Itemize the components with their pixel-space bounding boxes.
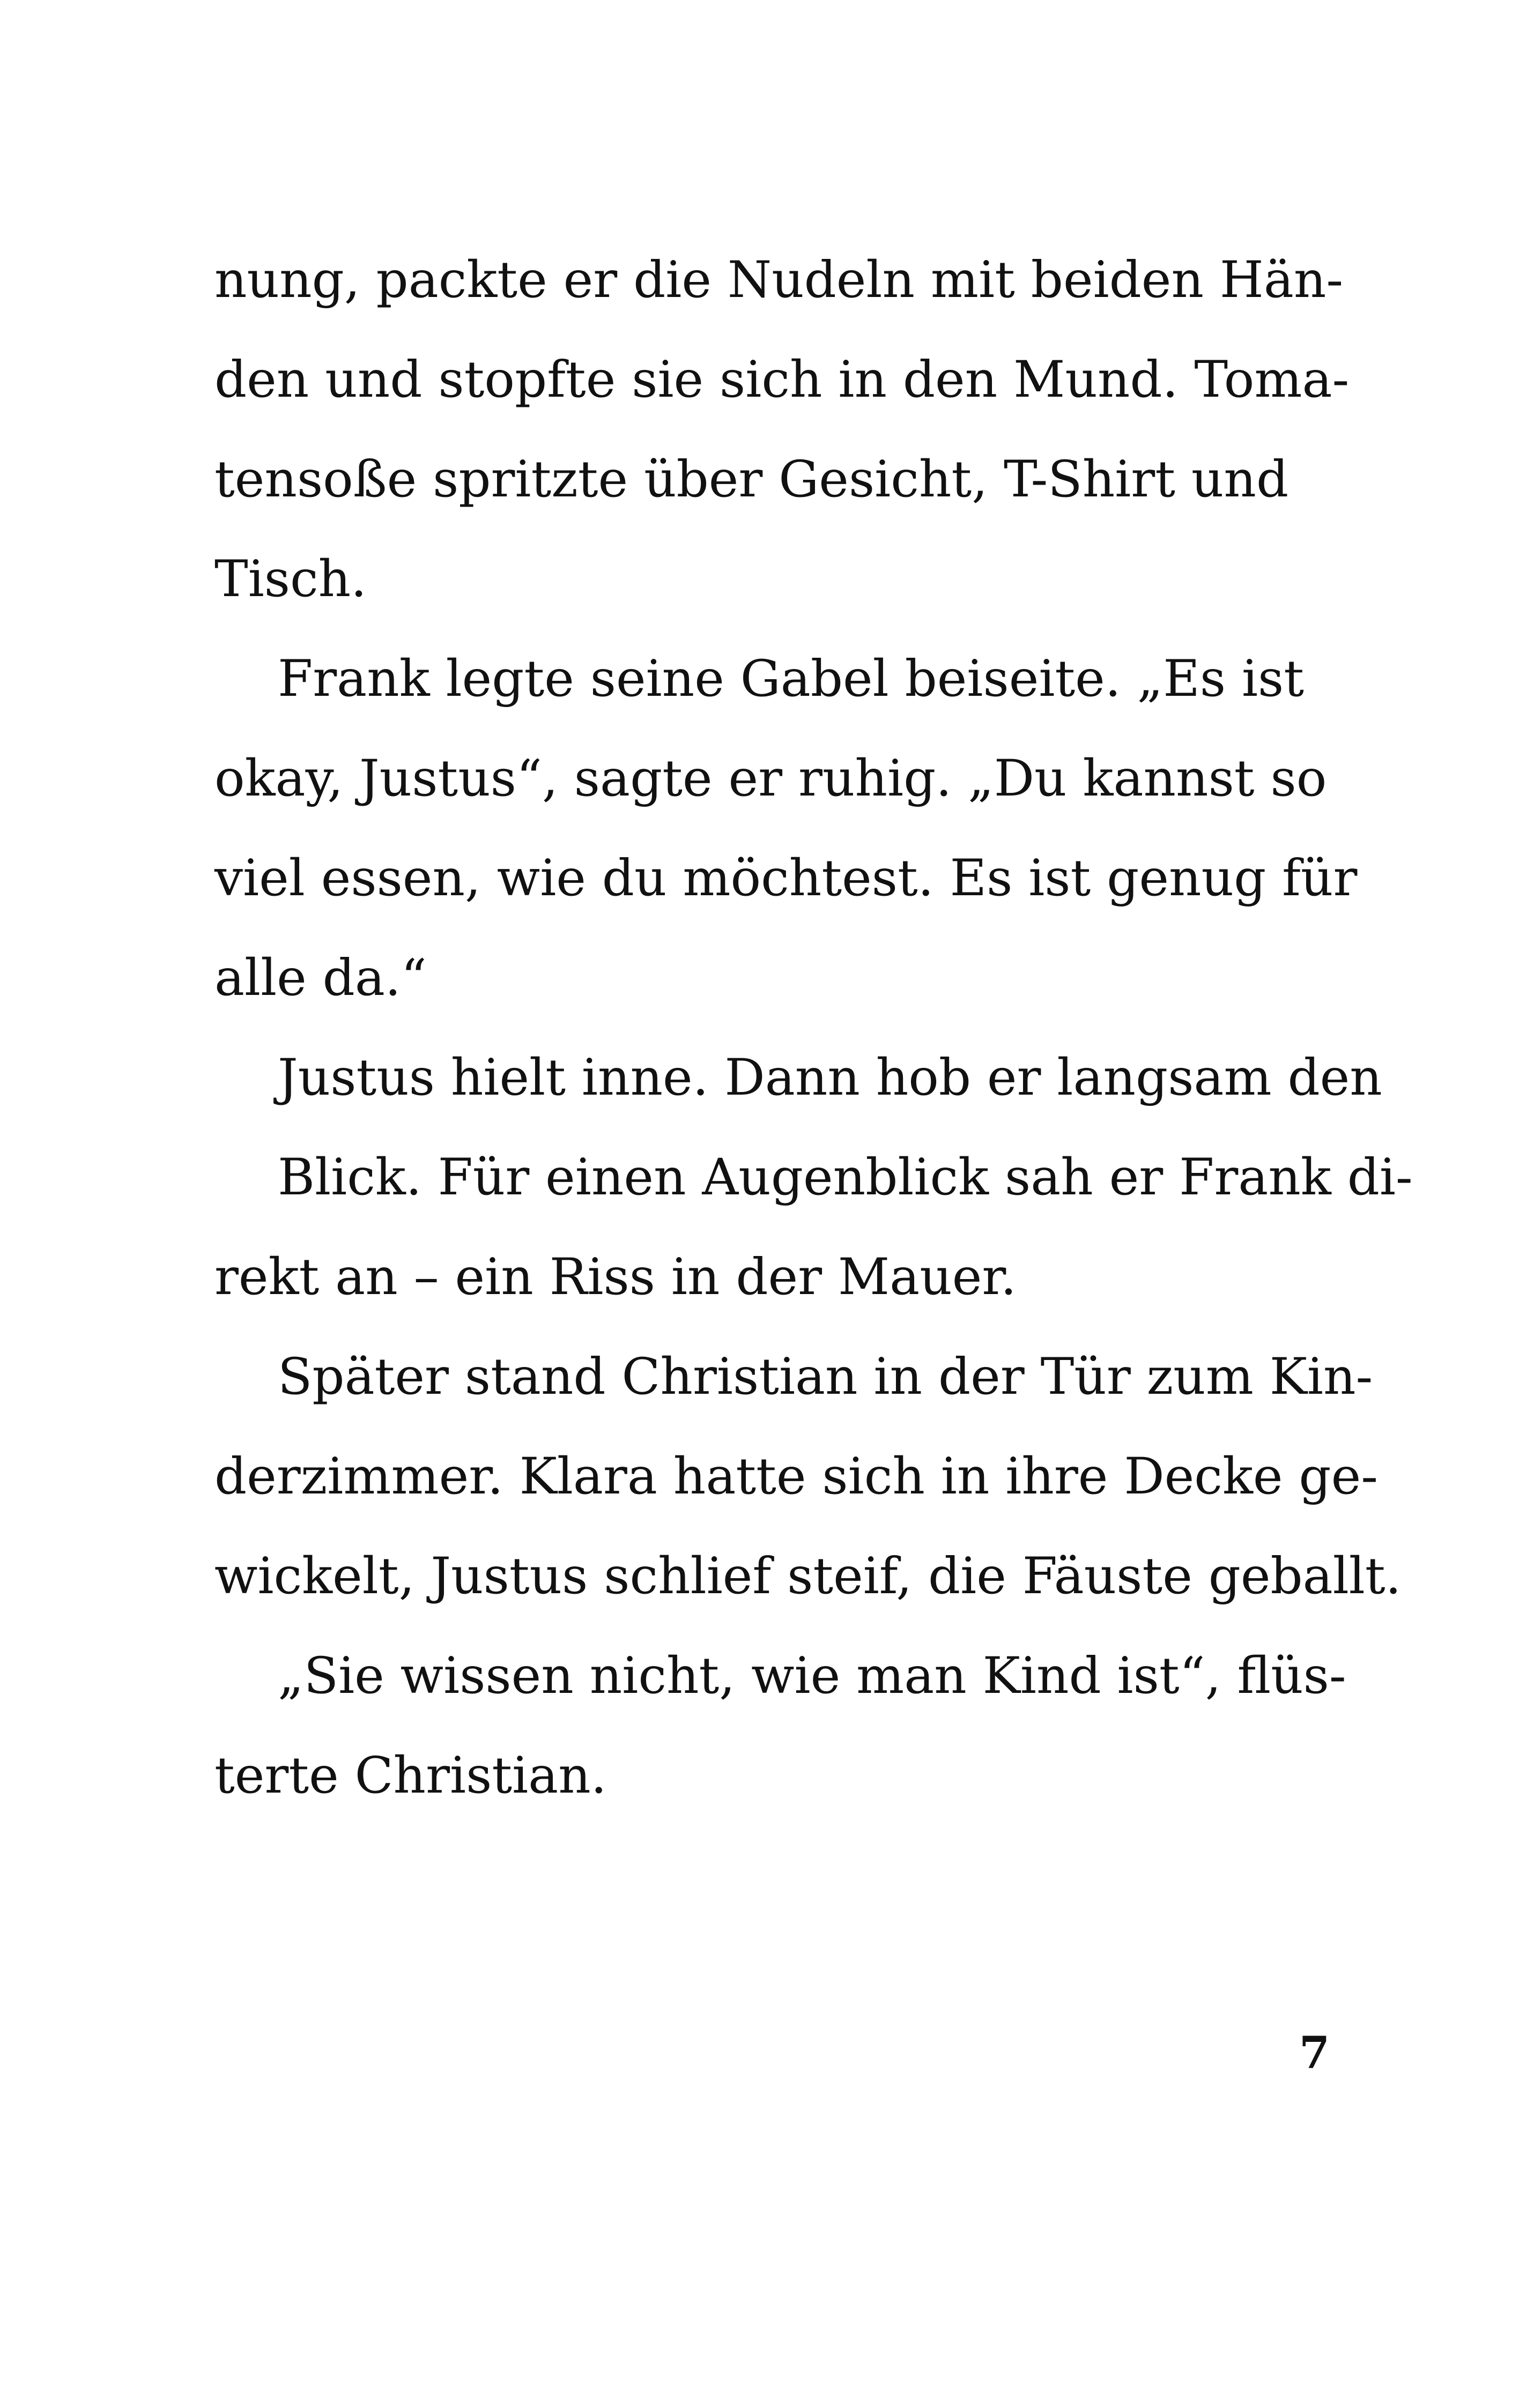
text-line: tensoße spritzte über Gesicht, T-Shirt und [214,450,1289,509]
text-line: nung, packte er die Nudeln mit beiden Hän- [214,251,1344,309]
text-line: viel essen, wie du möchtest. Es ist genug für [214,849,1358,908]
text-line: Blick. Für einen Augenblick sah er Frank di- [278,1148,1413,1207]
text-line: okay, Justus“, sagte er ruhig. „Du kannst so [214,749,1327,808]
body-text [214,231,1413,1826]
text-line: terte Christian. [214,1746,607,1805]
text-line: den und stopfte sie sich in den Mund. Toma- [214,351,1350,409]
page-number: 7 [1299,2027,1330,2079]
paragraph-first-line: Frank legte seine Gabel beiseite. „Es ist [278,650,1305,708]
text-line: Tisch. [214,550,367,608]
text-line: rekt an – ein Riss in der Mauer. [214,1248,1017,1306]
text-line: derzimmer. Klara hatte sich in ihre Decke ge- [214,1447,1378,1506]
text-line: alle da.“ [214,949,427,1007]
text-line: wickelt, Justus schlief steif, die Fäuste geballt. [214,1547,1402,1606]
paragraph-first-line: „Sie wissen nicht, wie man Kind ist“, flüs- [278,1647,1346,1705]
paragraph-first-line: Später stand Christian in der Tür zum Kin- [278,1348,1373,1406]
paragraph-first-line: Justus hielt inne. Dann hob er langsam den [278,1049,1382,1107]
